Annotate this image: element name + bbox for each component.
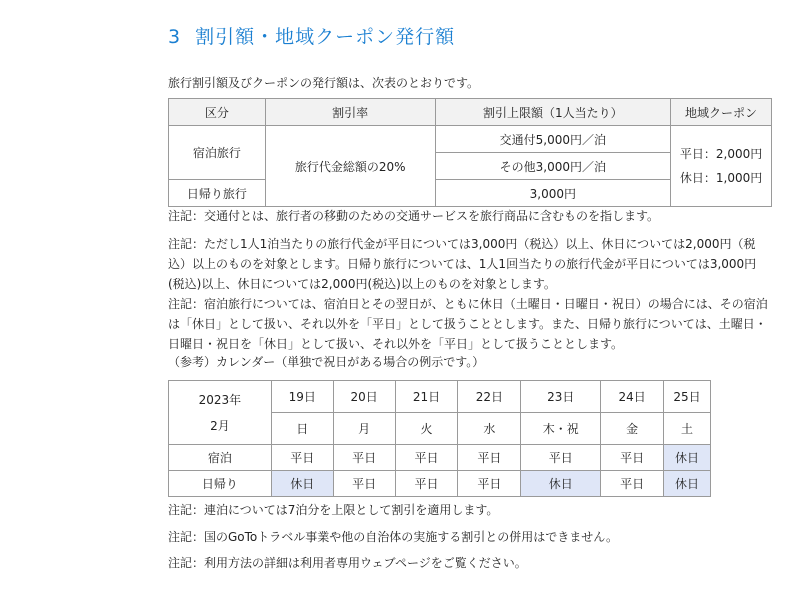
cell-coupon — [671, 126, 772, 207]
header-limit: 割引上限額（1人当たり） — [435, 99, 671, 126]
section-title-text: 割引額・地域クーポン発行額 — [195, 26, 456, 48]
date-cell: 19日 — [271, 381, 333, 413]
stay-cell: 平日 — [458, 445, 521, 471]
stay-cell: 平日 — [521, 445, 601, 471]
date-cell: 23日 — [521, 381, 601, 413]
weekday-cell: 水 — [458, 413, 521, 445]
stay-cell: 平日 — [601, 445, 664, 471]
date-cell: 21日 — [395, 381, 458, 413]
daytrip-cell: 平日 — [601, 471, 664, 497]
cell-rate: 旅行代金総額の20% — [265, 126, 435, 207]
calendar-year-month — [169, 381, 272, 445]
header-rate: 割引率 — [265, 99, 435, 126]
weekday-cell: 土 — [664, 413, 711, 445]
stay-cell: 平日 — [333, 445, 395, 471]
stay-cell-holiday: 休日 — [664, 445, 711, 471]
weekday-cell: 火 — [395, 413, 458, 445]
weekday-cell: 月 — [333, 413, 395, 445]
weekday-cell: 日 — [271, 413, 333, 445]
daytrip-cell: 平日 — [333, 471, 395, 497]
note-details: 注記：利用方法の詳細は利用者専用ウェブページをご覧ください。 — [168, 556, 527, 570]
note-no-combination: 注記：国のGoToトラベル事業や他の自治体の実施する割引との併用はできません。 — [168, 530, 618, 544]
cell-limit-other: その他3,000円／泊 — [435, 153, 671, 180]
calendar-table — [168, 380, 711, 497]
cell-limit-transport: 交通付5,000円／泊 — [435, 126, 671, 153]
note-transport: 注記：交通付とは、旅行者の移動のための交通サービスを旅行商品に含むものを指します。 — [168, 209, 660, 223]
calendar-month: 2月 — [210, 418, 230, 433]
intro-text: 旅行割引額及びクーポンの発行額は、次表のとおりです。 — [168, 76, 480, 90]
stay-cell: 平日 — [395, 445, 458, 471]
note-consecutive-nights: 注記：連泊については7泊分を上限として割引を適用します。 — [168, 503, 499, 517]
cell-limit-daytrip: 3,000円 — [435, 180, 671, 207]
daytrip-cell-holiday: 休日 — [271, 471, 333, 497]
daytrip-cell-holiday: 休日 — [521, 471, 601, 497]
stay-cell: 平日 — [271, 445, 333, 471]
header-category: 区分 — [169, 99, 266, 126]
calendar-caption: （参考）カレンダー（単独で祝日がある場合の例示です。） — [168, 355, 485, 369]
daytrip-cell: 平日 — [395, 471, 458, 497]
weekday-cell: 木・祝 — [521, 413, 601, 445]
calendar-year: 2023年 — [198, 392, 242, 407]
date-cell: 22日 — [458, 381, 521, 413]
note-min-price: 注記：ただし1人1泊当たりの旅行代金が平日については3,000円（税込）以上、休日については2,000円（税込）以上のものを対象とします。日帰り旅行については、1人1回当たりの旅行代金が平日については3,000円(税込)以上、休日については2,000円(税込)以上のものを対象とします。 — [168, 237, 757, 291]
cell-stay: 宿泊旅行 — [169, 126, 266, 180]
section-number: 3 — [168, 26, 182, 48]
row-label-daytrip: 日帰り — [169, 471, 272, 497]
coupon-holiday: 休日：1,000円 — [679, 171, 763, 185]
note-holiday-rule: 注記：宿泊旅行については、宿泊日とその翌日が、ともに休日（土曜日・日曜日・祝日）の場合には、その宿泊は「休日」として扱い、それ以外を「平日」として扱うこととします。また、日帰り旅行については、土曜日・日曜日・祝日を「休日」として扱い、それ以外を「平日」として扱うこととします。 — [168, 297, 768, 351]
daytrip-cell-holiday: 休日 — [664, 471, 711, 497]
section-title — [168, 22, 455, 49]
discount-table — [168, 98, 772, 207]
daytrip-cell: 平日 — [458, 471, 521, 497]
cell-daytrip: 日帰り旅行 — [169, 180, 266, 207]
header-coupon: 地域クーポン — [671, 99, 772, 126]
date-cell: 25日 — [664, 381, 711, 413]
weekday-cell: 金 — [601, 413, 664, 445]
date-cell: 20日 — [333, 381, 395, 413]
coupon-weekday: 平日：2,000円 — [679, 147, 763, 161]
date-cell: 24日 — [601, 381, 664, 413]
row-label-stay: 宿泊 — [169, 445, 272, 471]
